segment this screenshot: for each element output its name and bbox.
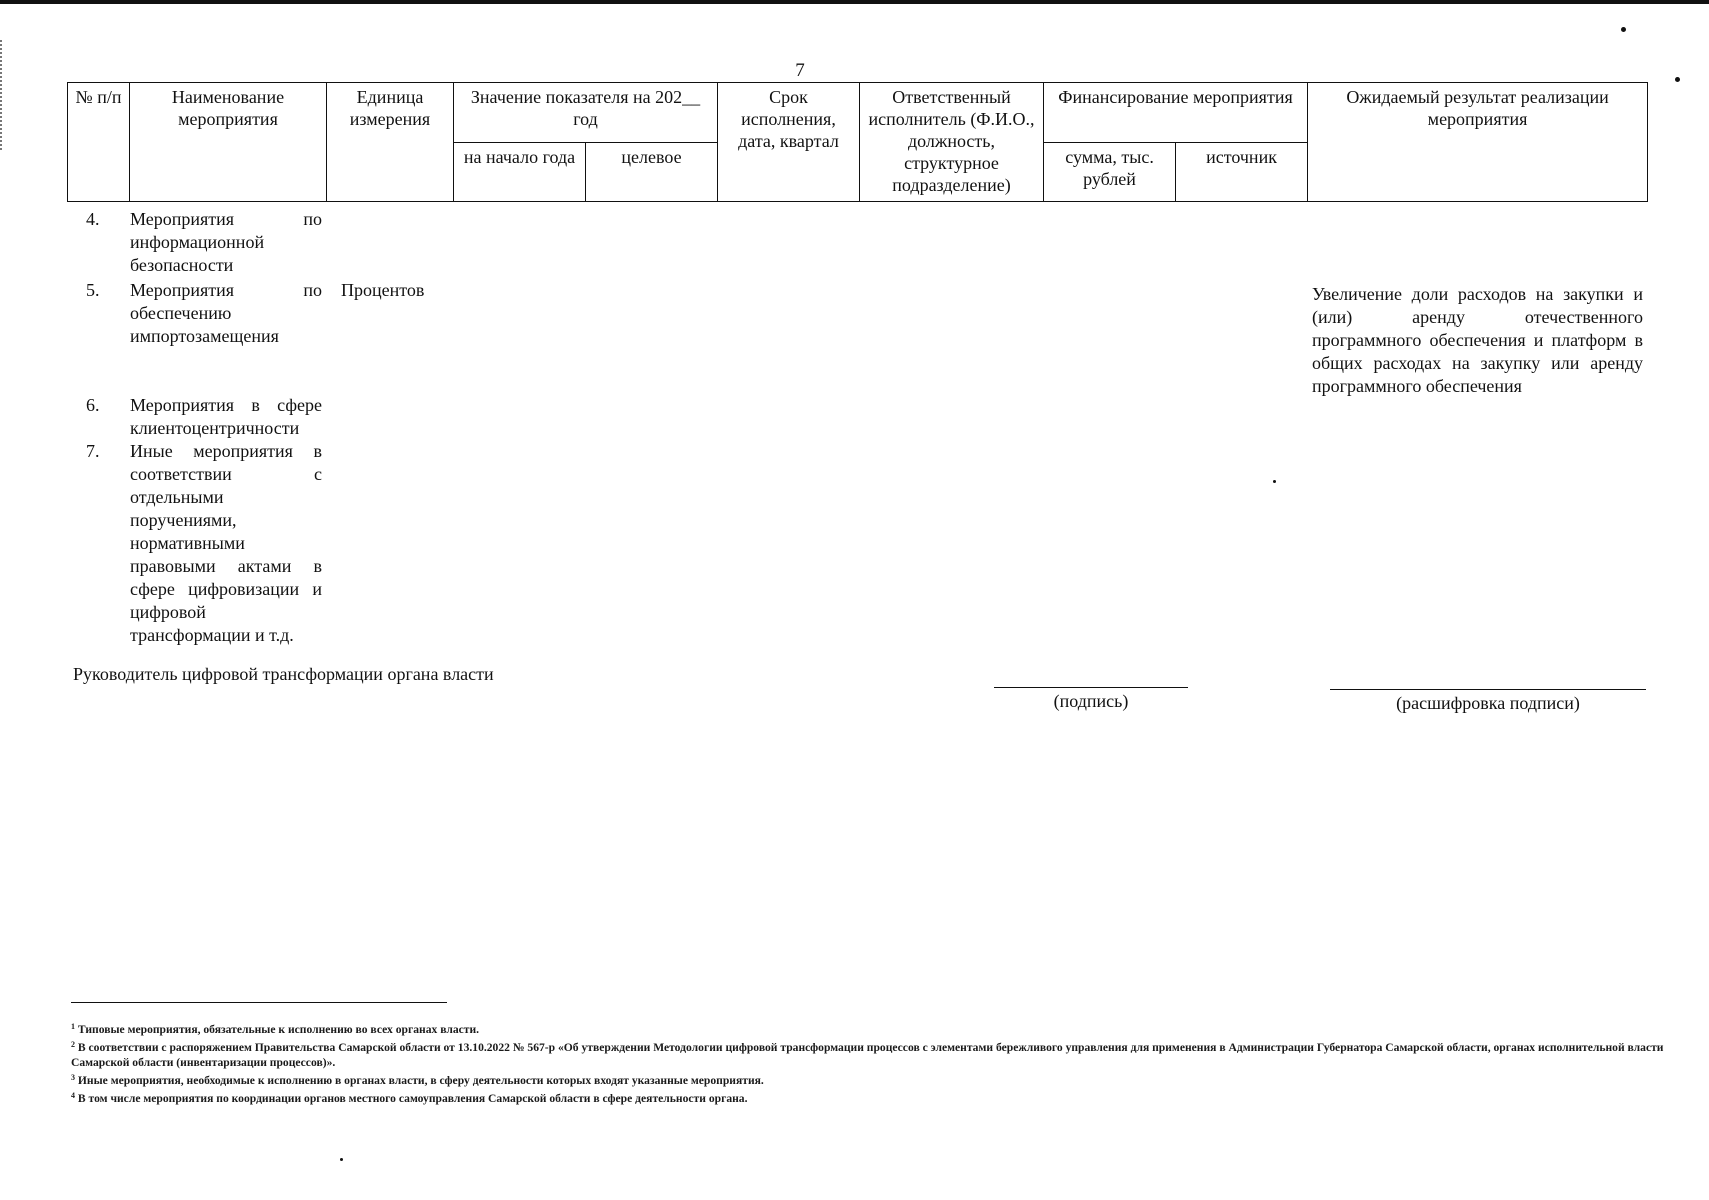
footnotes xyxy=(71,1019,1681,1106)
header-responsible: Ответственный исполнитель (Ф.И.О., должность, структурное подразделение) xyxy=(860,83,1044,202)
row-name: Мероприятия по информационной безопасности xyxy=(130,209,322,275)
page-number: 7 xyxy=(795,60,805,81)
row-name: Иные мероприятия в соответствии с отдельными поручениями, нормативными правовыми актами в сфере цифровизации и цифровой трансформации и т.д. xyxy=(130,441,322,645)
header-indicator: Значение показателя на 202__ год xyxy=(454,83,718,143)
signer-title: Руководитель цифровой трансформации органа власти xyxy=(73,664,494,684)
row-number: 4. xyxy=(86,209,100,229)
row-number: 6. xyxy=(86,395,100,415)
footnote: $^3$ Иные мероприятия, необходимые к исполнению в органах власти, в сферу деятельности которых входят указанные мероприятия. xyxy=(71,1073,764,1087)
signature-line xyxy=(994,687,1188,688)
signature-label: (подпись) xyxy=(1053,691,1129,711)
header-name: Наименование мероприятия xyxy=(130,83,327,202)
footnote: $^2$ В соответствии с распоряжением Правительства Самарской области от 13.10.2022 № 567-р «Об утверждении Методологии цифровой трансформации процессов с элементами бережливого управления для применения в Администрации Губернатора Самарской области, органах исполнительной власти Самарской области (инвентаризации процессов)». xyxy=(71,1040,1664,1069)
header-num: № п/п xyxy=(68,83,130,202)
header-unit: Единица измерения xyxy=(327,83,454,202)
header-financing-sum: сумма, тыс. рублей xyxy=(1044,142,1176,202)
row-result: Увеличение доли расходов на закупки и (или) аренду отечественного программного обеспечения и платформ в общих расходах на закупку или аренду программного обеспечения xyxy=(1312,284,1643,396)
header-deadline: Срок исполнения, дата, квартал xyxy=(718,83,860,202)
header-financing: Финансирование мероприятия xyxy=(1044,83,1308,143)
signature-decode-line xyxy=(1330,689,1646,690)
row-unit: Процентов xyxy=(341,280,425,300)
row-name: Мероприятия в сфере клиентоцентричности xyxy=(130,395,322,438)
header-indicator-start: на начало года xyxy=(454,142,586,202)
header-financing-source: источник xyxy=(1176,142,1308,202)
footnote-separator xyxy=(71,1002,447,1003)
footnote: $^4$ В том числе мероприятия по координации органов местного самоуправления Самарской области в сфере деятельности органа. xyxy=(71,1091,748,1105)
row-number: 5. xyxy=(86,280,100,300)
signature-decode-label: (расшифровка подписи) xyxy=(1396,693,1580,713)
header-indicator-target: целевое xyxy=(586,142,718,202)
row-number: 7. xyxy=(86,441,100,461)
row-name: Мероприятия по обеспечению импортозамещения xyxy=(130,280,322,346)
header-result: Ожидаемый результат реализации мероприятия xyxy=(1308,83,1648,202)
footnote: $^1$ Типовые мероприятия, обязательные к исполнению во всех органах власти. xyxy=(71,1022,480,1036)
